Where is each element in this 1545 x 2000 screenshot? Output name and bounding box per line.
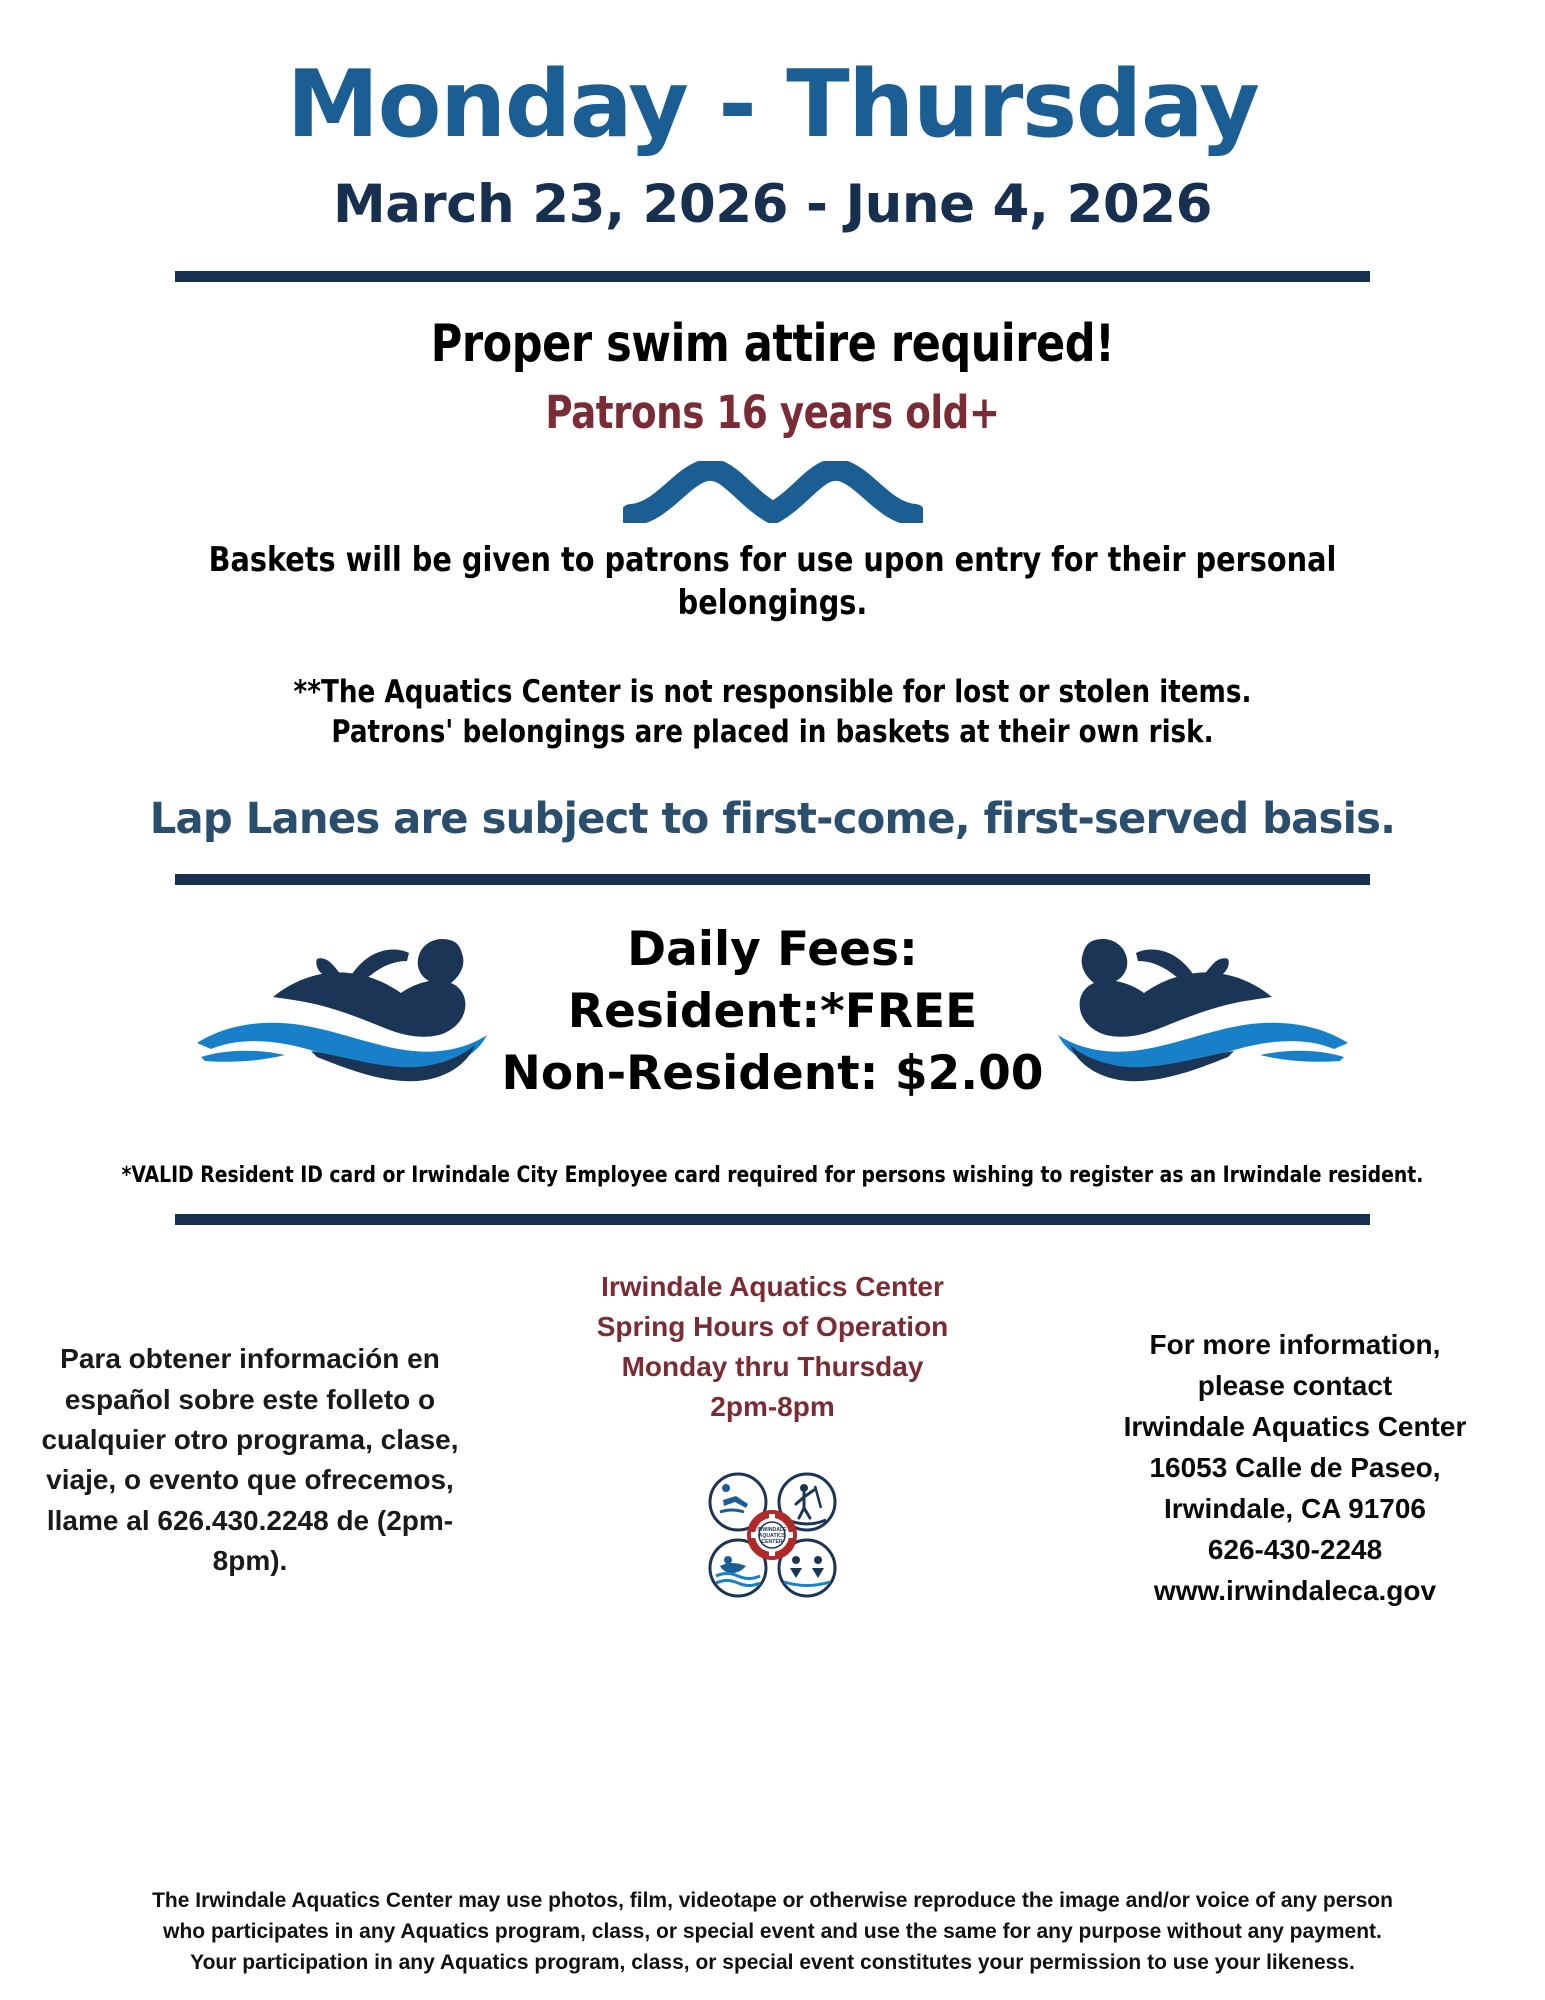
aquatics-center-logo-icon <box>690 1460 855 1610</box>
aquatics-logo <box>460 1460 1085 1610</box>
fee-non-resident: Non-Resident: $2.00 <box>501 1046 1044 1102</box>
logo-text-line-2: AQUATICS <box>758 1533 786 1540</box>
liability-line-2: Patrons' belongings are placed in baskets at their own risk. <box>331 713 1214 750</box>
bottom-columns <box>0 1253 1545 1611</box>
disclaimer-line-1: The Irwindale Aquatics Center may use photos, film, videotape or otherwise reproduce the image and/or voice of any person <box>152 1888 1393 1912</box>
contact-phone[interactable]: 626-430-2248 <box>1207 1533 1383 1565</box>
wave-decoration <box>0 461 1545 523</box>
logo-text-line-1: IRWINDALE <box>757 1527 787 1534</box>
hours-column <box>460 1253 1085 1610</box>
photo-release-disclaimer <box>0 1885 1545 1978</box>
attire-block <box>0 314 1545 439</box>
hours-line-2: Spring Hours of Operation <box>596 1311 949 1343</box>
attire-requirement: Proper swim attire required! <box>430 313 1115 374</box>
hours-line-3: Monday thru Thursday <box>621 1350 924 1382</box>
lap-lanes-note: Lap Lanes are subject to first-come, first-served basis. <box>149 794 1396 845</box>
hours-text <box>460 1267 1085 1426</box>
divider-middle <box>175 874 1370 885</box>
fee-resident: Resident:*FREE <box>567 984 978 1040</box>
age-requirement: Patrons 16 years old+ <box>545 385 1000 439</box>
contact-column <box>1085 1253 1505 1611</box>
valid-id-note: *VALID Resident ID card or Irwindale City Employee card required for persons wishing to register as an Irwindale resident. <box>121 1163 1424 1189</box>
page-title: Monday - Thursday <box>286 50 1259 158</box>
swimmer-icon <box>191 925 491 1095</box>
disclaimer-line-3: Your participation in any Aquatics program, class, or special event constitutes your permission to use your likeness. <box>190 1950 1355 1974</box>
fees-heading: Daily Fees: <box>627 922 918 978</box>
divider-top <box>175 271 1370 282</box>
baskets-note: Baskets will be given to patrons for use upon entry for their personal belongings. <box>208 539 1337 624</box>
flyer-header <box>0 0 1545 233</box>
swimmer-icon <box>1054 925 1354 1095</box>
fees-text <box>501 919 1043 1105</box>
contact-website[interactable]: www.irwindaleca.gov <box>1153 1574 1437 1606</box>
contact-line-5: Irwindale, CA 91706 <box>1164 1492 1426 1524</box>
divider-bottom <box>175 1214 1370 1225</box>
disclaimer-line-2: who participates in any Aquatics program, class, or special event and use the same for any purpose without any payment. <box>163 1919 1382 1943</box>
hours-line-4: 2pm-8pm <box>710 1390 835 1422</box>
date-range: March 23, 2026 - June 4, 2026 <box>332 174 1213 235</box>
contact-line-2: please contact <box>1197 1370 1393 1402</box>
spanish-info-column: Para obtener información en español sobre este folleto o cualquier otro programa, clase, viaje, o evento que ofrecemos, llame al 626.430.2248 de (2pm-8pm). <box>41 1343 459 1576</box>
hours-line-1: Irwindale Aquatics Center <box>601 1271 944 1303</box>
logo-text-line-3: CENTER <box>761 1539 783 1546</box>
liability-note <box>46 672 1498 753</box>
contact-line-3: Irwindale Aquatics Center <box>1123 1411 1467 1443</box>
swimmer-left <box>191 925 491 1100</box>
liability-line-1: **The Aquatics Center is not responsible for lost or stolen items. <box>293 673 1252 710</box>
contact-line-4: 16053 Calle de Paseo, <box>1149 1451 1441 1483</box>
fees-section <box>0 919 1545 1105</box>
wave-icon <box>623 461 923 523</box>
contact-line-1: For more information, <box>1149 1329 1441 1361</box>
swimmer-right <box>1054 925 1354 1100</box>
